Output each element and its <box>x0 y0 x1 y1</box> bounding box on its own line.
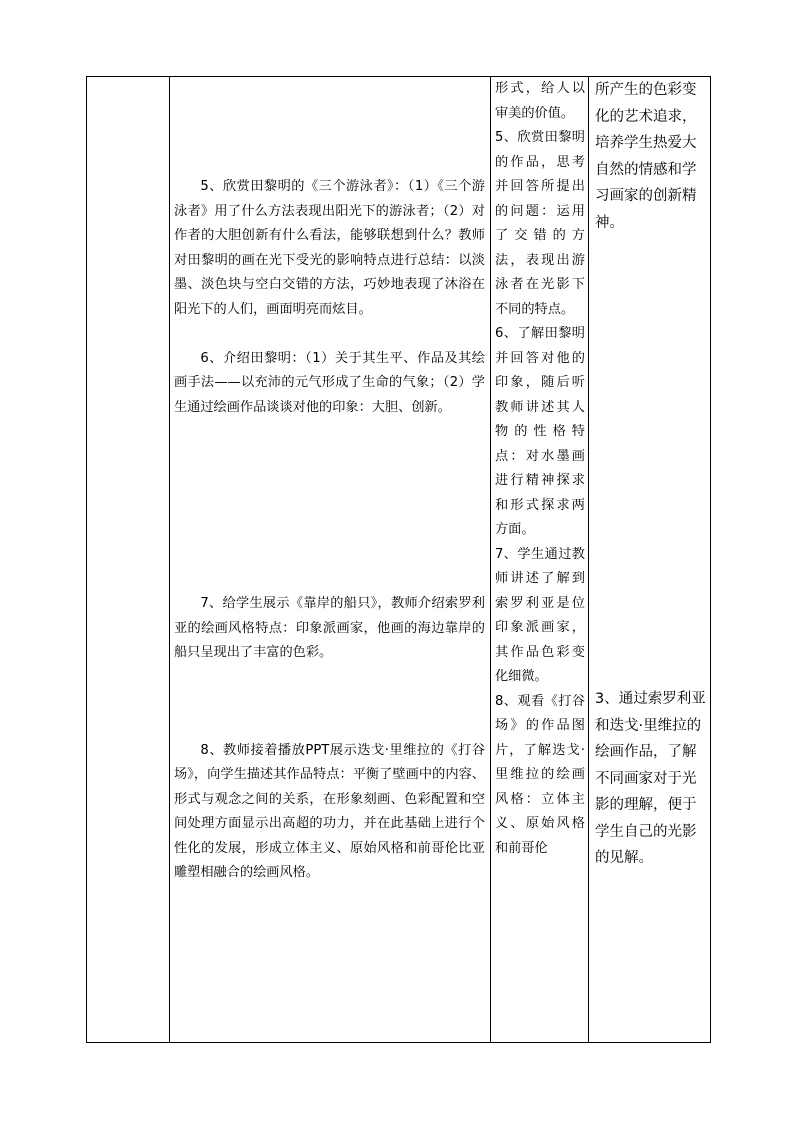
design-intent-text <box>589 77 710 872</box>
stage-column-cell <box>87 77 170 1043</box>
teacher-activity-cell <box>170 77 491 1043</box>
teacher-step-5: 5、欣赏田黎明的《三个游泳者》：（1）《三个游泳者》用了什么方法表现出阳光下的游泳者；（2）对作者的大胆创新有什么看法，能够联想到什么？教师对田黎明的画在光下受光的影响特点进行总结：以淡墨、淡色块与空白交错的方法，巧妙地表现了沐浴在阳光下的人们，画面明亮而炫目。 <box>174 179 485 317</box>
student-step-continued: 形式，给人以审美的价值。 <box>495 81 585 121</box>
teacher-step-6: 6、介绍田黎明：（1）关于其生平、作品及其绘画手法——以充沛的元气形成了生命的气象；（2）学生通过绘画作品谈谈对他的印象：大胆、创新。 <box>174 350 485 415</box>
teacher-activity-text <box>170 77 490 886</box>
student-activity-cell <box>491 77 589 1043</box>
table-row <box>87 77 711 1043</box>
teacher-step-7: 7、给学生展示《靠岸的船只》，教师介绍索罗利亚的绘画风格特点：印象派画家，他画的海边靠岸的船只呈现出了丰富的色彩。 <box>174 596 485 660</box>
student-activity-text <box>491 77 588 861</box>
design-intent-continued: 所产生的色彩变化的艺术追求，培养学生热爱大自然的情感和学习画家的创新精神。 <box>595 82 697 231</box>
lesson-plan-table <box>86 76 711 1043</box>
student-step-7: 7、学生通过教师讲述了解到索罗利亚是位印象派画家，其作品色彩变化细微。 <box>495 546 585 684</box>
design-intent-3: 3、通过索罗利亚和迭戈·里维拉的绘画作品，了解不同画家对于光影的理解，便于学生自己的光影的见解。 <box>595 691 706 866</box>
design-intent-cell <box>589 77 711 1043</box>
student-step-5: 5、欣赏田黎明的作品，思考并回答所提出的问题：运用了交错的方法，表现出游泳者在光影下不同的特点。 <box>495 130 585 317</box>
student-step-6: 6、了解田黎明并回答对他的印象，随后听教师讲述其人物的性格特点：对水墨画进行精神探求和形式探求两方面。 <box>495 326 585 537</box>
student-step-8: 8、观看《打谷场》的作品图片，了解迭戈·里维拉的绘画风格：立体主义、原始风格和前哥伦 <box>495 693 585 856</box>
teacher-step-8: 8、教师接着播放PPT展示迭戈·里维拉的《打谷场》，向学生描述其作品特点：平衡了壁画中的内容、形式与观念之间的关系，在形象刻画、色彩配置和空间处理方面显示出高超的功力，并在此基础上进行个性化的发展，形成立体主义、原始风格和前哥伦比亚雕塑相融合的绘画风格。 <box>174 742 485 880</box>
